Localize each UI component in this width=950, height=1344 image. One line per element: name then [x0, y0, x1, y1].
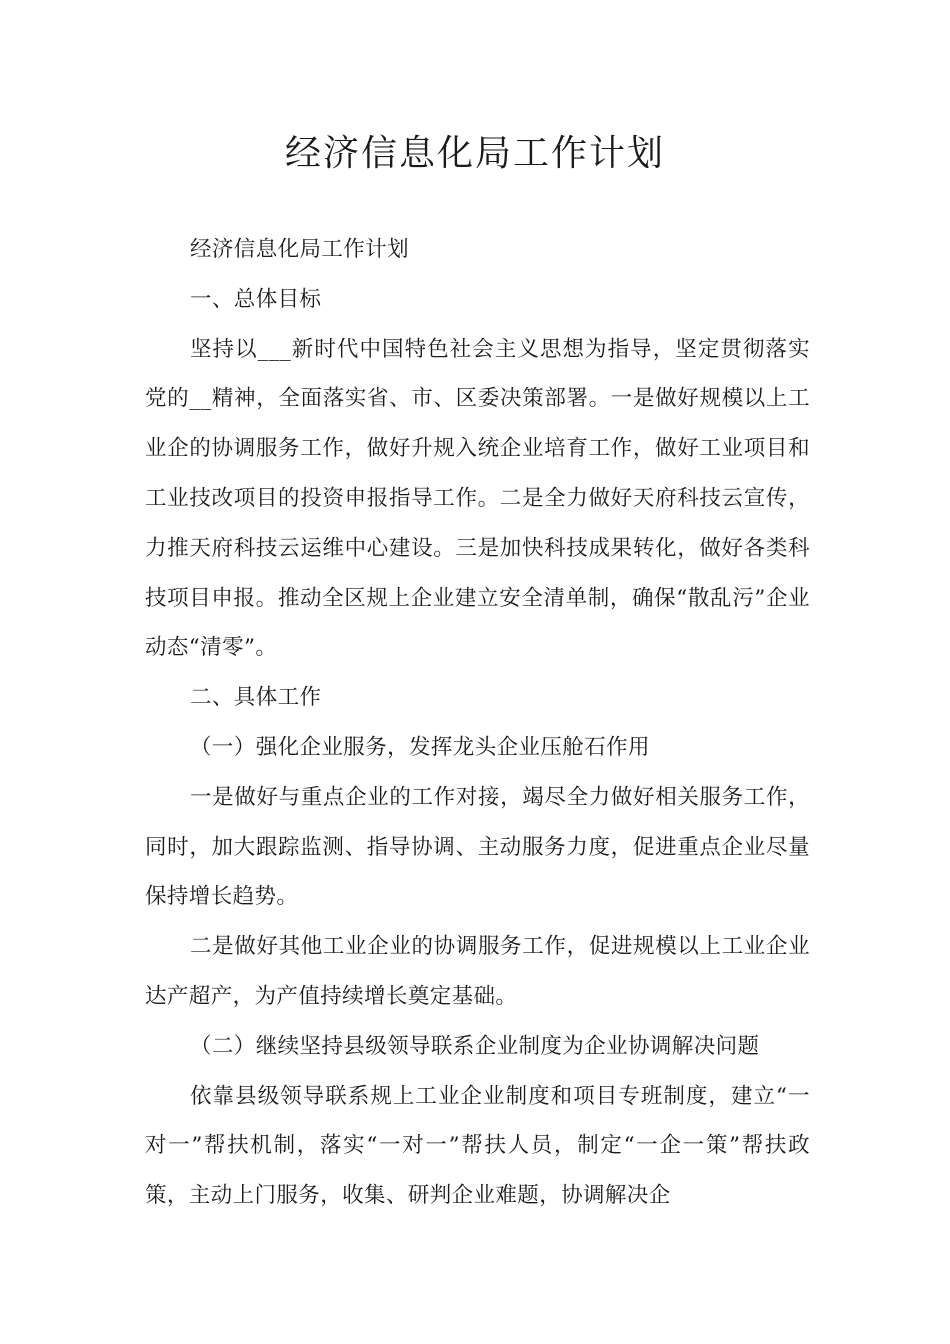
section-heading-overall-goal: 一、总体目标	[190, 286, 322, 312]
paragraph-overall-goal: 坚持以___新时代中国特色社会主义思想为指导，坚定贯彻落实党的__精神，全面落实省、市、区委决策部署。一是做好规模以上工业企的协调服务工作，做好升规入统企业培育工作，做好工业项目和工业技改项目的投资申报指导工作。二是全力做好天府科技云宣传，力推天府科技云运维中心建设。三是加快科技成果转化，做好各类科技项目申报。推动全区规上企业建立安全清单制，确保“散乱污”企业动态“清零”。	[145, 336, 810, 661]
subsection-heading-2: （二）继续坚持县级领导联系企业制度为企业协调解决问题	[190, 1033, 760, 1059]
subsection-heading-1: （一）强化企业服务，发挥龙头企业压舱石作用	[190, 734, 650, 760]
paragraph-item-2: 二是做好其他工业企业的协调服务工作，促进规模以上工业企业达产超产，为产值持续增长奠定基础。	[145, 934, 810, 1009]
paragraph-item-3: 依靠县级领导联系规上工业企业制度和项目专班制度，建立“一对一”帮扶机制，落实“一对一”帮扶人员，制定“一企一策”帮扶政策，主动上门服务，收集、研判企业难题，协调解决企	[145, 1083, 810, 1209]
paragraph-heading: 经济信息化局工作计划	[190, 237, 410, 262]
section-heading-specific-work: 二、具体工作	[190, 685, 322, 711]
document-title: 经济信息化局工作计划	[284, 133, 665, 174]
paragraph-item-1: 一是做好与重点企业的工作对接，竭尽全力做好相关服务工作，同时，加大跟踪监测、指导协调、主动服务力度，促进重点企业尽量保持增长趋势。	[145, 784, 810, 910]
document-body	[145, 225, 810, 1221]
